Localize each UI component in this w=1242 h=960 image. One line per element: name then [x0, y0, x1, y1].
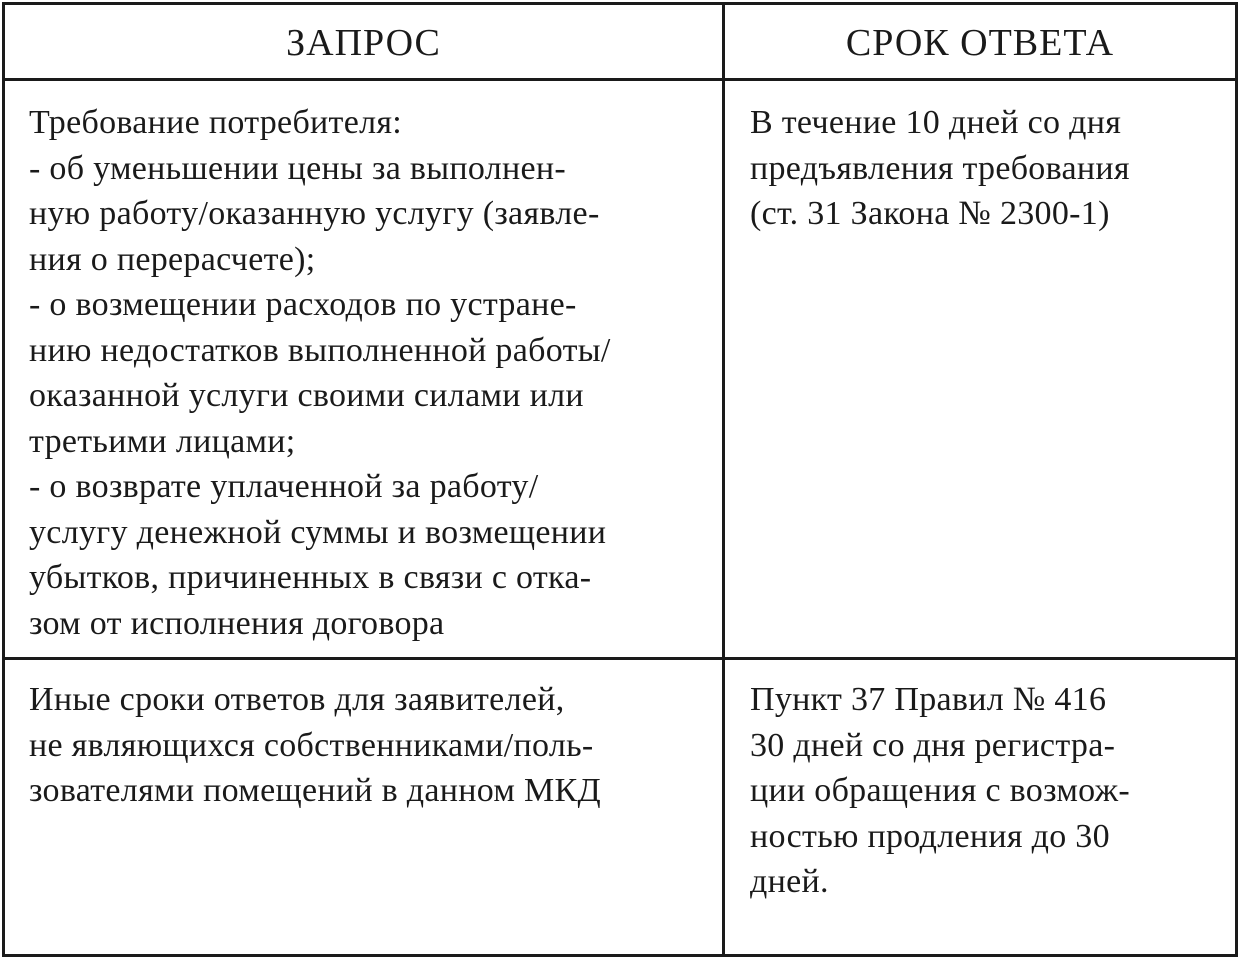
deadline-line: дней. — [750, 863, 829, 900]
deadline-cell — [725, 81, 1235, 657]
request-line: третьими лицами; — [29, 422, 296, 460]
request-line: Требование потребителя: — [29, 104, 403, 141]
request-line: оказанной услуги своими силами или — [29, 377, 584, 414]
request-line: ную работу/оказанную услугу (заявле- — [29, 195, 600, 232]
header-deadline-label: СРОК ОТВЕТА — [845, 22, 1115, 64]
header-cell-deadline — [725, 5, 1235, 78]
request-cell — [5, 660, 725, 957]
request-text — [29, 100, 611, 646]
request-line: зователями помещений в данном МКД — [29, 772, 602, 809]
request-line: услугу денежной суммы и возмещении — [29, 513, 607, 551]
table-row — [5, 660, 1235, 957]
request-line: - о возврате уплаченной за работу/ — [29, 468, 539, 505]
header-cell-request — [5, 5, 725, 78]
deadline-cell — [725, 660, 1235, 957]
header-request-label: ЗАПРОС — [286, 22, 441, 64]
request-line: нию недостатков выполненной работы/ — [29, 331, 611, 369]
response-deadlines-table — [2, 2, 1238, 957]
deadline-text — [750, 100, 1130, 237]
request-line: не являющихся собственниками/поль- — [29, 726, 594, 764]
deadline-line: ностью продления до 30 — [750, 817, 1110, 855]
deadline-line: Пункт 37 Правил № 416 — [750, 681, 1107, 718]
table-row — [5, 81, 1235, 660]
deadline-line: предъявления требования — [750, 149, 1130, 187]
table-header-row — [5, 5, 1235, 81]
request-line: ния о перерасчете); — [29, 240, 316, 278]
request-line: - о возмещении расходов по устране- — [29, 286, 577, 323]
request-cell — [5, 81, 725, 657]
request-line: - об уменьшении цены за выполнен- — [29, 149, 566, 187]
request-text — [29, 677, 601, 814]
deadline-line: (ст. 31 Закона № 2300-1) — [750, 195, 1110, 232]
request-line: зом от исполнения договора — [29, 604, 445, 642]
deadline-line: В течение 10 дней со дня — [750, 104, 1122, 141]
request-line: Иные сроки ответов для заявителей, — [29, 681, 565, 718]
deadline-line: 30 дней со дня регистра- — [750, 726, 1116, 764]
request-line: убытков, причиненных в связи с отка- — [29, 559, 592, 596]
deadline-line: ции обращения с возмож- — [750, 772, 1131, 809]
deadline-text — [750, 677, 1130, 905]
